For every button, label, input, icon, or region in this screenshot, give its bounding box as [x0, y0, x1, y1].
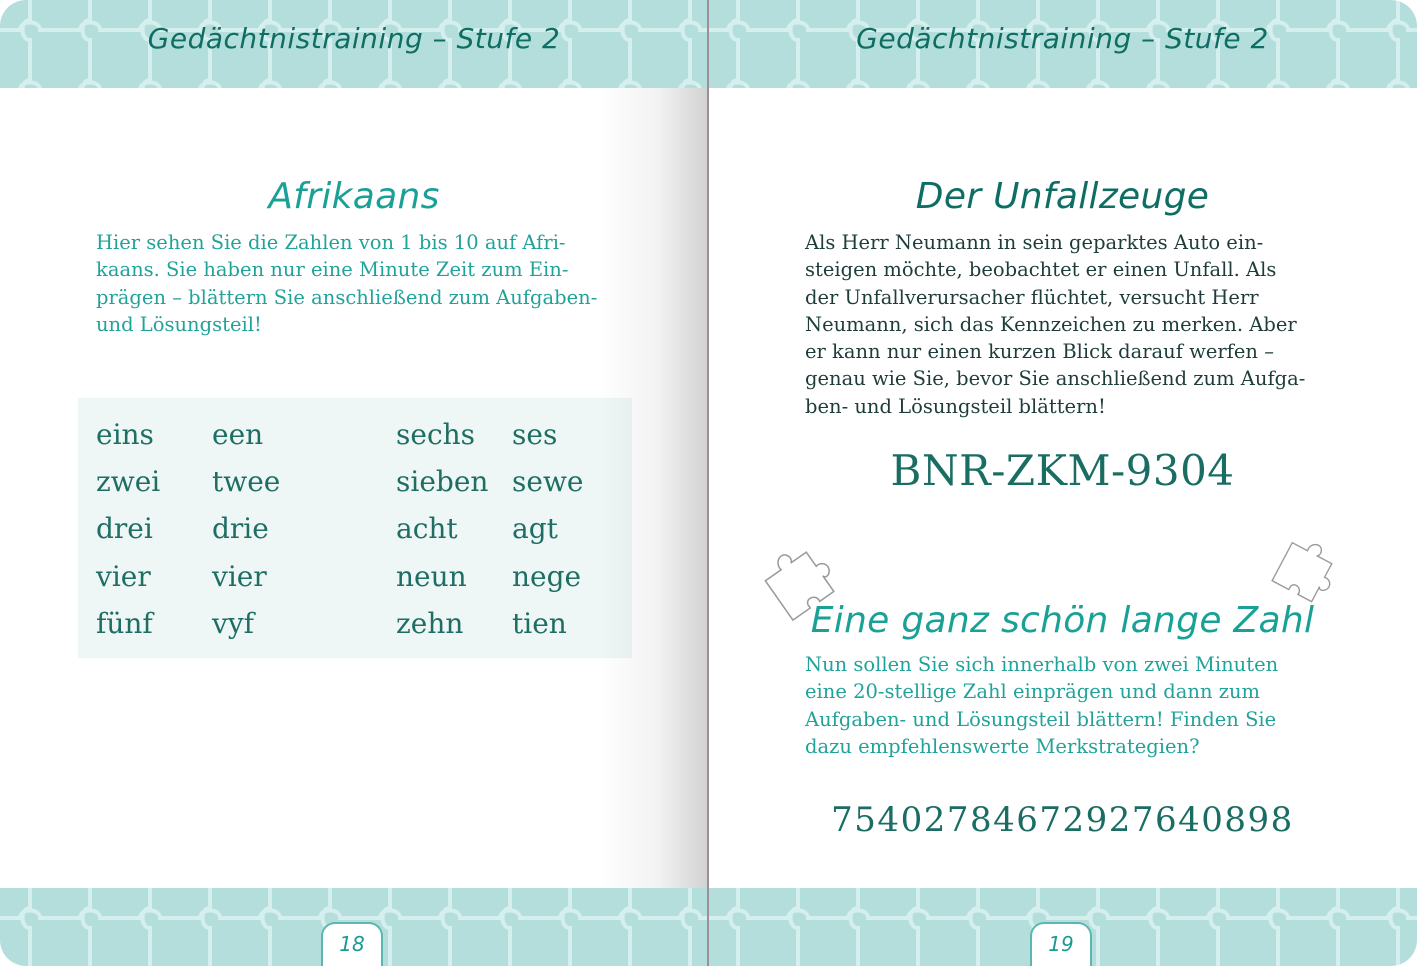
vocab-german: sechs: [396, 418, 476, 451]
left-page: [0, 0, 708, 966]
story-line: Als Herr Neumann in sein geparktes Auto ein-: [805, 231, 1264, 254]
story-line: er kann nur einen kurzen Blick darauf werfen –: [805, 340, 1274, 364]
vocab-german: zehn: [396, 607, 464, 640]
vocab-table: [78, 398, 632, 658]
task-line: eine 20-stellige Zahl einprägen und dann zum: [805, 680, 1261, 704]
vocab-german: eins: [96, 418, 154, 451]
intro-line: prägen – blättern Sie anschließend zum Aufgaben-: [96, 285, 598, 309]
story-line: genau wie Sie, bevor Sie anschließend zum Aufga-: [805, 367, 1306, 391]
section-title-afrikaans: Afrikaans: [268, 176, 440, 217]
intro-text: [96, 229, 597, 338]
vocab-german: neun: [396, 560, 467, 593]
section-title-lange-zahl: Eine ganz schön lange Zahl: [810, 600, 1315, 641]
intro-line: kaans. Sie haben nur eine Minute Zeit zum Ein-: [96, 258, 569, 282]
vocab-afrikaans: tien: [512, 607, 567, 640]
vocab-afrikaans: een: [212, 418, 264, 451]
header-title: Gedächtnistraining – Stufe 2: [147, 22, 561, 55]
story-line: steigen möchte, beobachtet er einen Unfall. Als: [805, 258, 1277, 282]
intro-line: und Lösungsteil!: [96, 312, 262, 336]
license-plate-text: BNR-ZKM-9304: [890, 446, 1235, 495]
intro-line: Hier sehen Sie die Zahlen von 1 bis 10 auf Afri-: [96, 231, 566, 254]
page-number: 18: [321, 922, 383, 966]
vocab-german: fünf: [96, 607, 153, 640]
left-header-band: [0, 0, 708, 88]
vocab-german: sieben: [396, 465, 489, 498]
story-line: Neumann, sich das Kennzeichen zu merken. Aber: [805, 312, 1297, 336]
right-header-band: [708, 0, 1417, 88]
vocab-afrikaans: vier: [212, 560, 267, 593]
long-number-text: 75402784672927640898: [831, 800, 1294, 840]
vocab-german: acht: [396, 512, 458, 545]
vocab-german: vier: [96, 560, 151, 593]
task-line: dazu empfehlenswerte Merkstrategien?: [805, 734, 1200, 758]
vocab-afrikaans: drie: [212, 512, 269, 545]
vocab-afrikaans: agt: [512, 512, 558, 545]
book-spine: [707, 0, 709, 966]
vocab-german: zwei: [96, 465, 161, 498]
vocab-afrikaans: twee: [212, 465, 281, 498]
task-text: [805, 651, 1278, 760]
vocab-german: drei: [96, 512, 153, 545]
section-title-unfallzeuge: Der Unfallzeuge: [915, 176, 1210, 217]
task-line: Aufgaben- und Lösungsteil blättern! Finden Sie: [805, 707, 1277, 731]
story-line: ben- und Lösungsteil blättern!: [805, 394, 1106, 418]
vocab-afrikaans: nege: [512, 560, 582, 593]
vocab-afrikaans: ses: [512, 418, 558, 451]
page-number: 19: [1030, 922, 1092, 966]
vocab-afrikaans: sewe: [512, 465, 584, 498]
vocab-afrikaans: vyf: [212, 607, 254, 640]
story-text: [805, 229, 1305, 420]
task-line: Nun sollen Sie sich innerhalb von zwei Minuten: [805, 653, 1279, 676]
story-line: der Unfallverursacher flüchtet, versucht Herr: [805, 285, 1259, 309]
header-title: Gedächtnistraining – Stufe 2: [856, 22, 1269, 55]
